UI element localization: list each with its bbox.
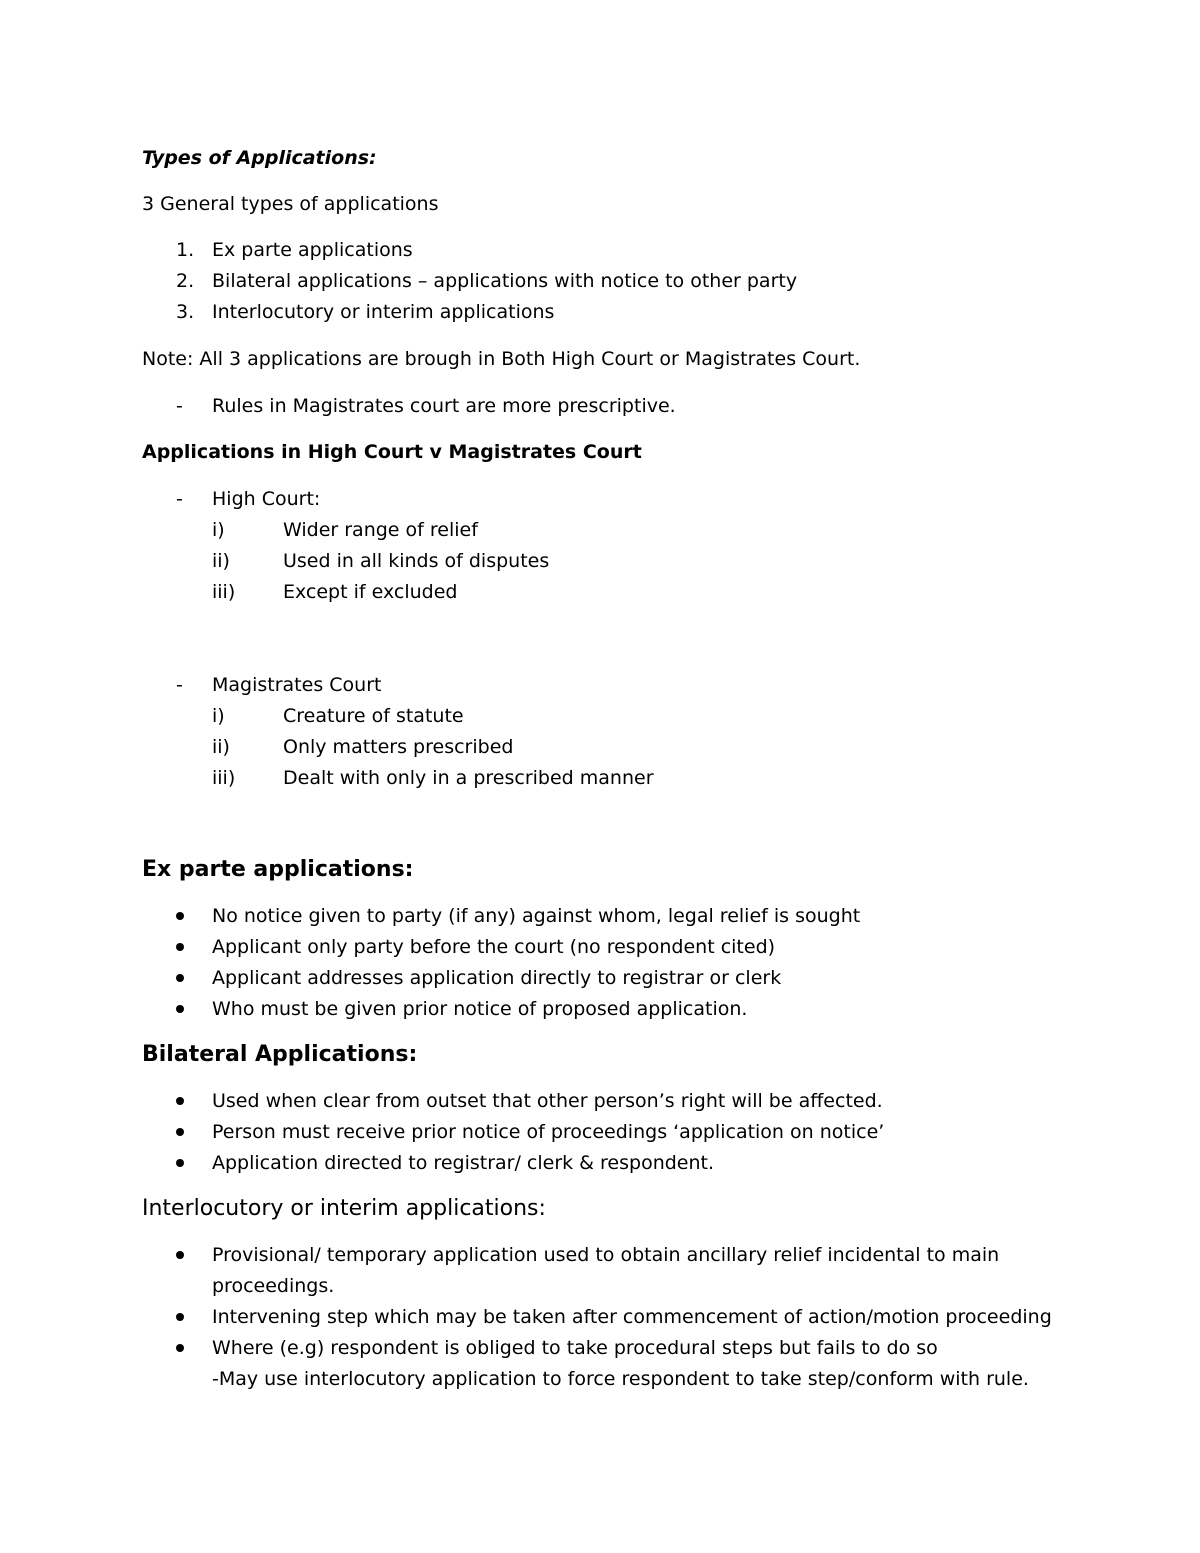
roman-marker: i): [212, 519, 225, 541]
dash-marker: -: [176, 488, 183, 510]
section-heading-hc-vs-mc: Applications in High Court v Magistrates Court: [142, 441, 642, 463]
list-item: Bilateral applications – applications with notice to other party: [212, 270, 798, 292]
roman-marker: ii): [212, 550, 230, 572]
section-heading-ex-parte: Ex parte applications:: [142, 857, 414, 882]
roman-marker: i): [212, 705, 225, 727]
list-item: Applicant addresses application directly to registrar or clerk: [212, 967, 782, 989]
list-item: Interlocutory or interim applications: [212, 301, 555, 323]
list-item: Provisional/ temporary application used to obtain ancillary relief incidental to main: [212, 1244, 1000, 1266]
bullet-icon: [176, 912, 184, 920]
dash-marker: -: [176, 674, 183, 696]
bullet-icon: [176, 1097, 184, 1105]
list-item: Only matters prescribed: [283, 736, 514, 758]
bullet-icon: [176, 1313, 184, 1321]
roman-marker: iii): [212, 581, 236, 603]
bullet-icon: [176, 1344, 184, 1352]
bullet-icon: [176, 943, 184, 951]
dash-marker: -: [176, 395, 183, 417]
list-item: Used in all kinds of disputes: [283, 550, 550, 572]
list-item: Who must be given prior notice of proposed application.: [212, 998, 748, 1020]
note-text: Note: All 3 applications are brough in Both High Court or Magistrates Court.: [142, 348, 861, 370]
list-item-continuation: proceedings.: [212, 1275, 335, 1297]
section-heading-interlocutory: Interlocutory or interim applications:: [142, 1196, 546, 1221]
list-item: Dealt with only in a prescribed manner: [283, 767, 654, 789]
section-heading-bilateral: Bilateral Applications:: [142, 1042, 418, 1067]
bullet-icon: [176, 1159, 184, 1167]
list-item: Person must receive prior notice of proceedings ‘application on notice’: [212, 1121, 885, 1143]
bullet-icon: [176, 1005, 184, 1013]
list-item: Used when clear from outset that other person’s right will be affected.: [212, 1090, 883, 1112]
high-court-label: High Court:: [212, 488, 321, 510]
intro-text: 3 General types of applications: [142, 193, 439, 215]
roman-marker: iii): [212, 767, 236, 789]
roman-marker: ii): [212, 736, 230, 758]
list-item: Applicant only party before the court (no respondent cited): [212, 936, 776, 958]
list-item: Application directed to registrar/ clerk & respondent.: [212, 1152, 715, 1174]
list-item: No notice given to party (if any) against whom, legal relief is sought: [212, 905, 861, 927]
bullet-icon: [176, 1128, 184, 1136]
list-item: Wider range of relief: [283, 519, 478, 541]
list-item-number: 3.: [176, 301, 195, 323]
list-item: Where (e.g) respondent is obliged to take procedural steps but fails to do so: [212, 1337, 938, 1359]
magistrates-court-label: Magistrates Court: [212, 674, 382, 696]
bullet-icon: [176, 1251, 184, 1259]
bullet-icon: [176, 974, 184, 982]
list-item-number: 2.: [176, 270, 195, 292]
note-dash-item: Rules in Magistrates court are more prescriptive.: [212, 395, 676, 417]
list-item-continuation: -May use interlocutory application to force respondent to take step/conform with rule.: [212, 1368, 1029, 1390]
document-title: Types of Applications:: [142, 147, 377, 169]
list-item-number: 1.: [176, 239, 195, 261]
list-item: Except if excluded: [283, 581, 458, 603]
list-item: Intervening step which may be taken after commencement of action/motion proceeding: [212, 1306, 1052, 1328]
list-item: Ex parte applications: [212, 239, 413, 261]
list-item: Creature of statute: [283, 705, 464, 727]
